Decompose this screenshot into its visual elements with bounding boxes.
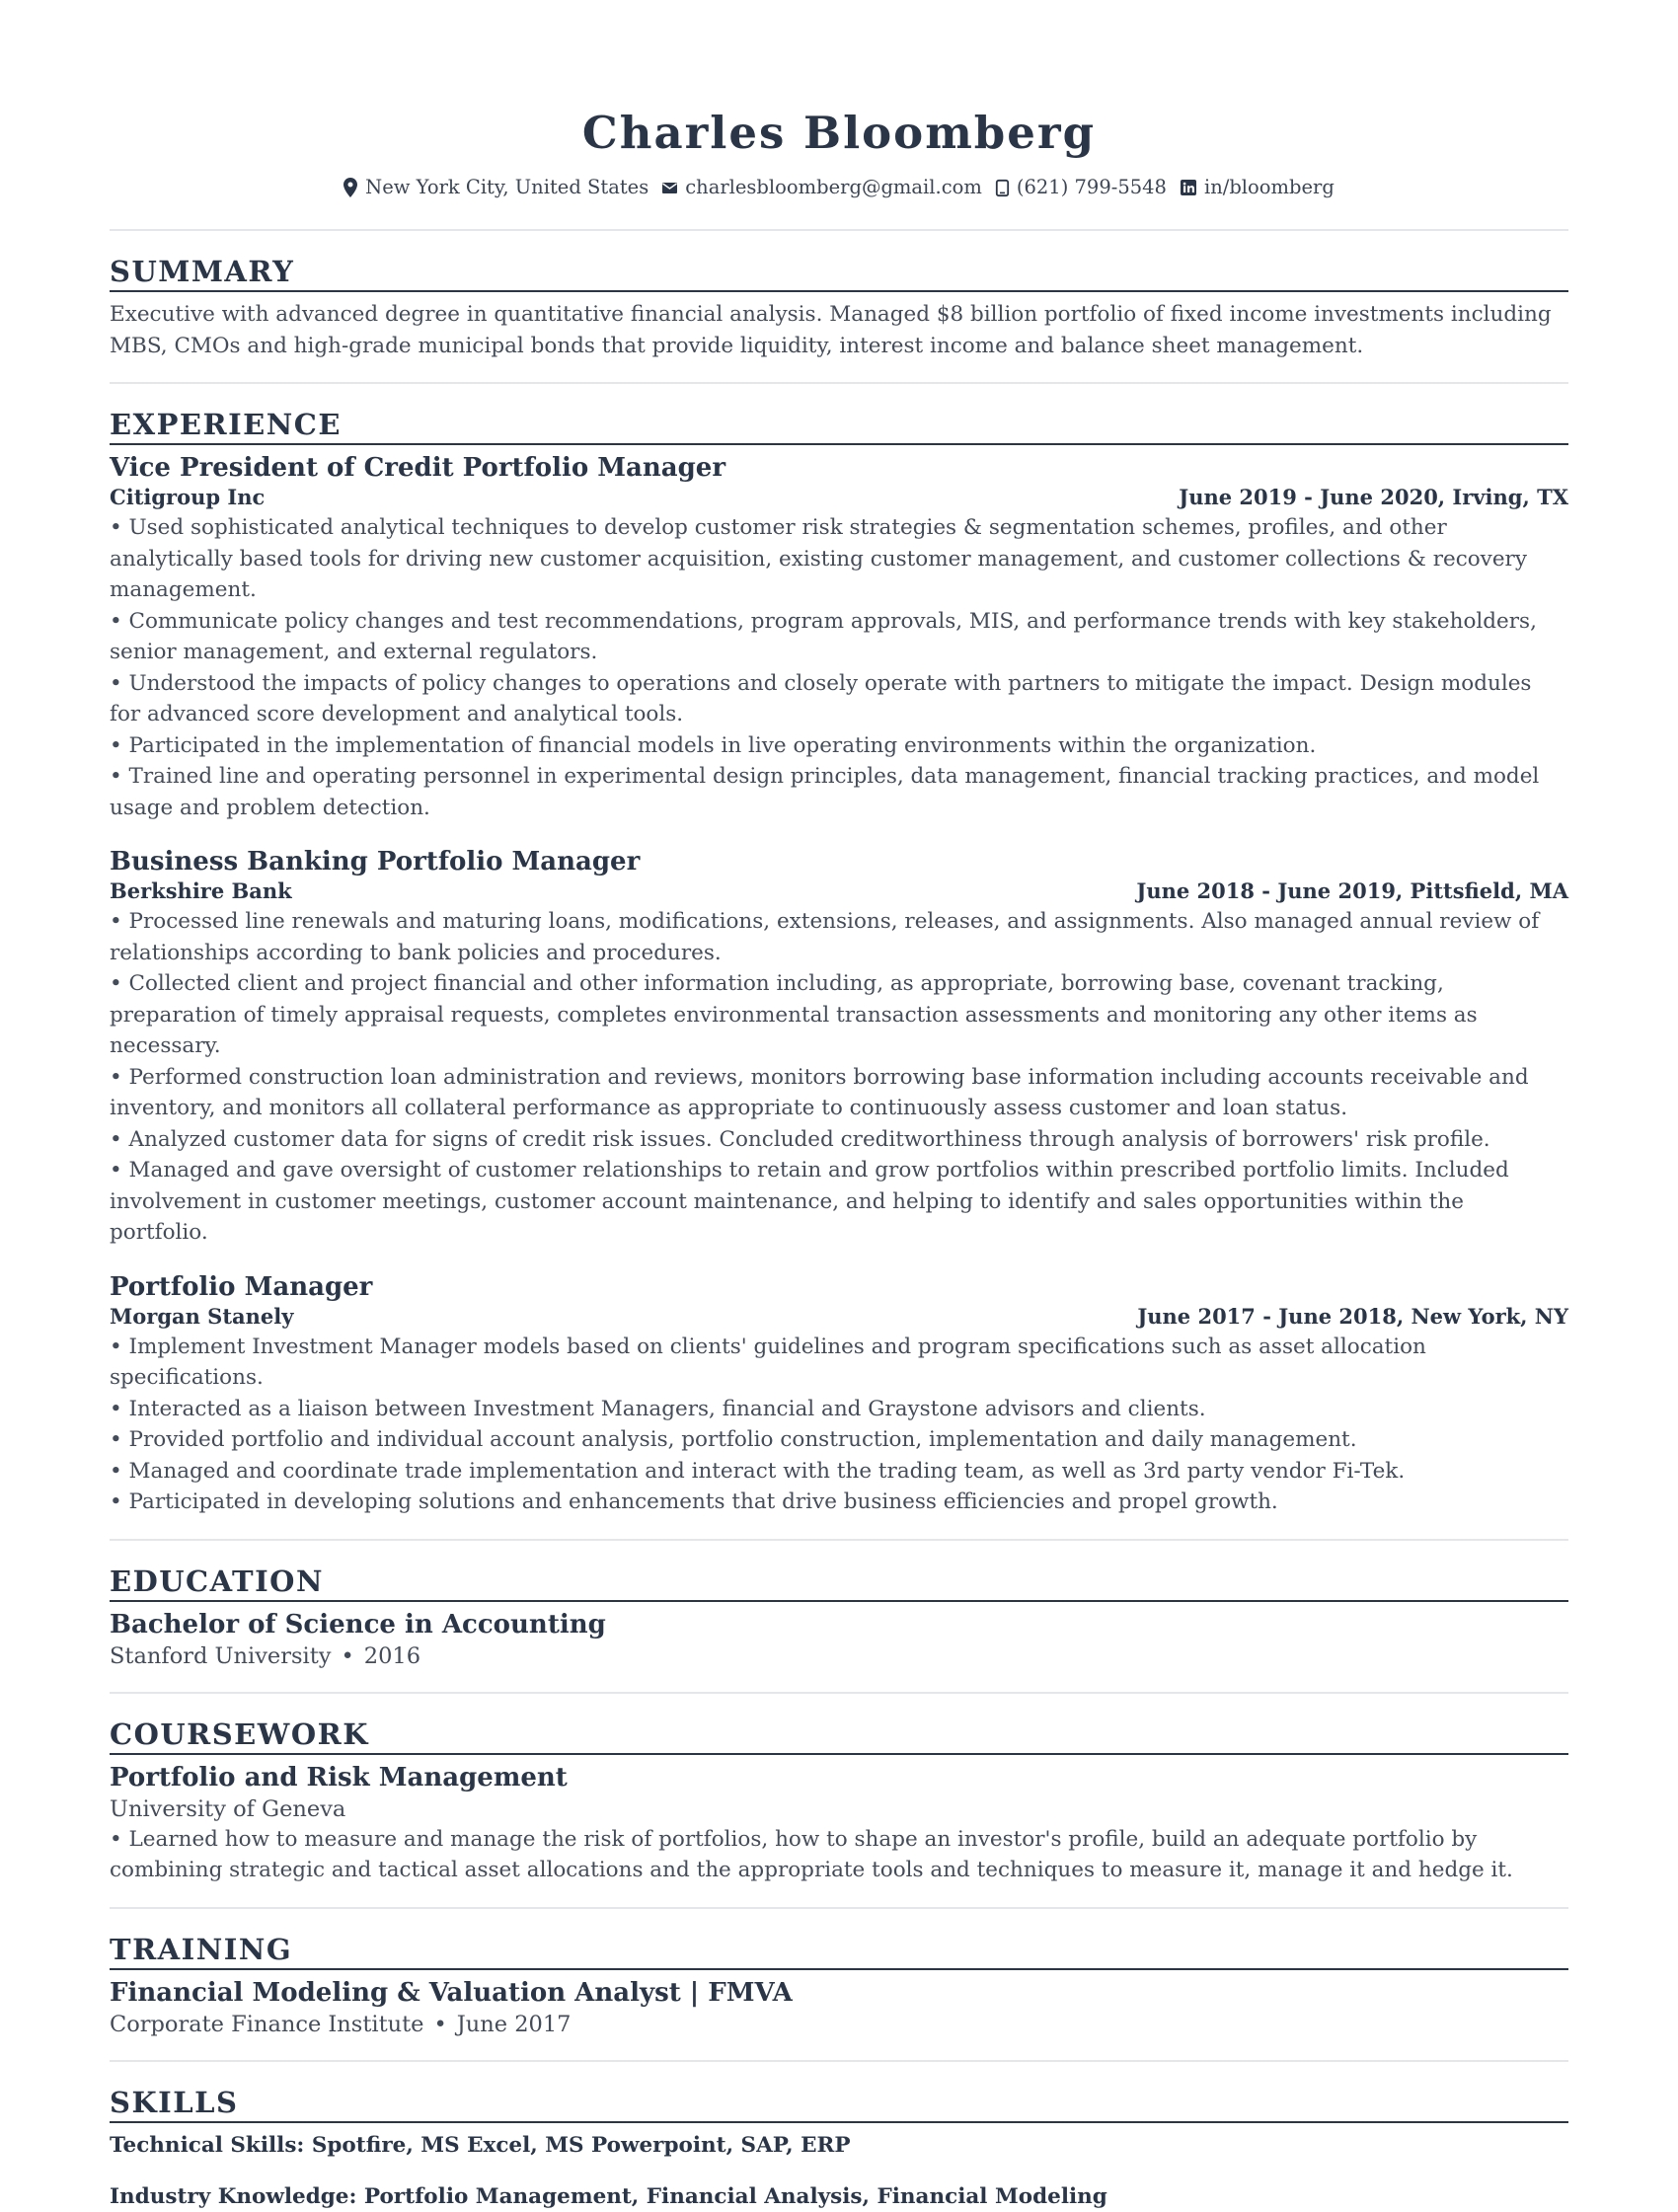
job-title: Portfolio Manager [110,1271,373,1302]
job-bullet: • Provided portfolio and individual account analysis, portfolio construction, implementation and daily management. [110,1427,1357,1452]
job-bullets [110,512,1568,823]
experience-section [110,406,1568,1518]
contact-phone[interactable] [996,174,1167,201]
industry-knowledge: Industry Knowledge: Portfolio Management, Financial Analysis, Financial Modeling [110,2183,1107,2209]
job-bullet: • Participated in developing solutions and enhancements that drive business efficiencies and propel growth. [110,1489,1278,1514]
envelope-icon [662,183,677,193]
candidate-name: Charles Bloomberg [581,107,1097,159]
job-title: Business Banking Portfolio Manager [110,847,641,877]
job-bullet: • Communicate policy changes and test recommendations, program approvals, MIS, and performance trends with key stakeholders, senior management, and external regulators. [110,608,1537,664]
section-divider [110,1539,1568,1541]
job-dates: June 2017 - June 2018, New York, NY [1137,1303,1568,1329]
email-link[interactable]: charlesbloomberg@gmail.com [685,176,982,198]
education-heading: EDUCATION [110,1563,1568,1602]
section-divider [110,1907,1568,1909]
training-title: Financial Modeling & Valuation Analyst | FMVA [110,1977,793,2008]
job-bullet: • Trained line and operating personnel in experimental design principles, data management, financial tracking practices, and model usage and problem detection. [110,764,1540,820]
school-name: Stanford University [110,1642,332,1669]
job-bullet: • Managed and coordinate trade implementation and interact with the trading team, as well as 3rd party vendor Fi-Tek. [110,1458,1406,1484]
course-description: • Learned how to measure and manage the risk of portfolios, how to shape an investor's profile, build an adequate portfolio by combining strategic and tactical asset allocations and the appropriate tools and techniques to measure it, manage it and hedge it. [110,1826,1513,1882]
job-meta [110,1304,1568,1330]
phone-number[interactable]: (621) 799-5548 [1016,176,1167,198]
contact-location [343,174,648,201]
job-company: Morgan Stanely [110,1303,294,1329]
education-section [110,1563,1568,1671]
coursework-heading: COURSEWORK [110,1716,1568,1755]
job-bullet: • Performed construction loan administration and reviews, monitors borrowing base information including accounts receivable and inventory, and monitors all collateral performance as appropriate to continuously assess customer and loan status. [110,1064,1529,1120]
job-entry [110,1270,1568,1518]
section-divider [110,382,1568,384]
coursework-section [110,1716,1568,1886]
job-meta [110,878,1568,904]
header-divider [110,229,1568,231]
resume-page [110,0,1568,2212]
linkedin-icon [1181,180,1196,195]
job-dates: June 2018 - June 2019, Pittsfield, MA [1136,878,1568,903]
section-divider [110,2060,1568,2062]
course-title: Portfolio and Risk Management [110,1762,568,1792]
job-bullets [110,906,1568,1249]
job-bullet: • Used sophisticated analytical techniques to develop customer risk strategies & segmentation schemes, profiles, and other analytically based tools for driving new customer acquisition, existing customer management, and customer collections & recovery management. [110,515,1527,602]
job-title: Vice President of Credit Portfolio Manager [110,453,726,483]
degree-title: Bachelor of Science in Accounting [110,1609,606,1640]
training-date: June 2017 [456,2011,572,2037]
job-bullet: • Participated in the implementation of financial models in live operating environments within the organization. [110,732,1317,758]
section-divider [110,1692,1568,1694]
job-bullet: • Analyzed customer data for signs of credit risk issues. Concluded creditworthiness through analysis of borrowers' risk profile. [110,1126,1490,1152]
job-bullet: • Implement Investment Manager models based on clients' guidelines and program specifications such as asset allocation specifications. [110,1334,1426,1390]
job-bullets [110,1332,1568,1518]
job-bullet: • Collected client and project financial and other information including, as appropriate, borrowing base, covenant tracking, preparation of timely appraisal requests, completes environmental transaction assessments and monitoring any other items as necessary. [110,971,1478,1058]
location-text: New York City, United States [365,176,649,198]
summary-section [110,253,1568,361]
summary-heading: SUMMARY [110,253,1568,292]
graduation-year: 2016 [363,1642,421,1669]
course-institution: University of Geneva [110,1795,346,1822]
contact-bar [110,174,1568,201]
contact-linkedin[interactable] [1181,174,1335,201]
skills-section [110,2084,1568,2212]
linkedin-link[interactable]: in/bloomberg [1203,176,1335,198]
job-bullet: • Interacted as a liaison between Investment Managers, financial and Graystone advisors and clients. [110,1396,1206,1421]
education-details [110,1641,1568,1671]
training-provider: Corporate Finance Institute [110,2011,424,2037]
training-section [110,1931,1568,2039]
technical-skills: Technical Skills: Spotfire, MS Excel, MS Powerpoint, SAP, ERP [110,2132,851,2158]
separator-dot: • [433,2011,447,2037]
job-entry [110,451,1568,823]
job-dates: June 2019 - June 2020, Irving, TX [1179,485,1568,509]
location-pin-icon [343,178,357,197]
job-bullet: • Managed and gave oversight of customer relationships to retain and grow portfolios within prescribed portfolio limits. Included involvement in customer meetings, customer account maintenance, and helping to identify and sales opportunities within the portfolio. [110,1158,1509,1245]
job-meta [110,485,1568,510]
training-heading: TRAINING [110,1931,1568,1970]
summary-text: Executive with advanced degree in quantitative financial analysis. Managed $8 billion portfolio of fixed income investments including MBS, CMOs and high-grade municipal bonds that provide liquidity, interest income and balance sheet management. [110,302,1552,358]
separator-dot: • [341,1642,354,1669]
job-entry [110,845,1568,1249]
experience-heading: EXPERIENCE [110,406,1568,445]
training-details [110,2010,1568,2039]
phone-icon [996,180,1009,196]
skills-heading: SKILLS [110,2084,1568,2123]
job-bullet: • Understood the impacts of policy changes to operations and closely operate with partners to mitigate the impact. Design modules for advanced score development and analytical tools. [110,670,1532,726]
contact-email[interactable] [662,174,982,201]
job-bullet: • Processed line renewals and maturing loans, modifications, extensions, releases, and assignments. Also managed annual review of relationships according to bank policies and procedures. [110,909,1540,965]
job-company: Berkshire Bank [110,878,292,903]
job-company: Citigroup Inc [110,485,266,509]
